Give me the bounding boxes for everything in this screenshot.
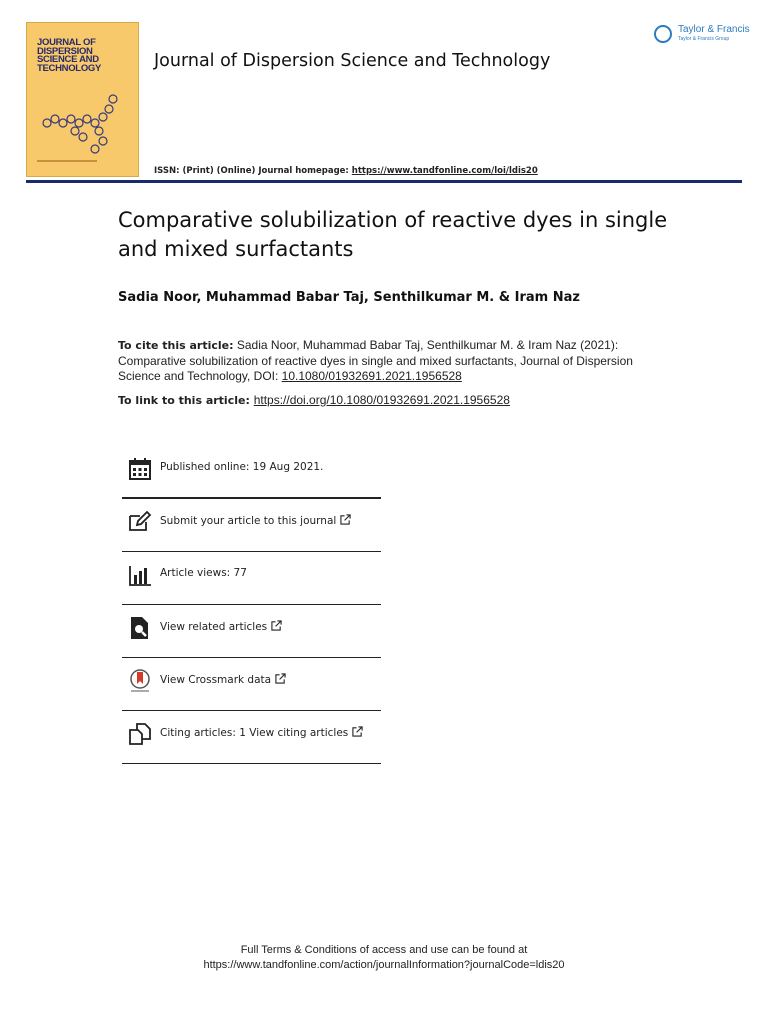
issn-label: ISSN: (Print) (Online) Journal homepage: — [154, 166, 352, 176]
citing-label: Citing articles: 1 View citing articles — [160, 727, 349, 739]
cover-title: JOURNAL OF DISPERSION SCIENCE AND TECHNOLOGY — [37, 37, 102, 74]
related-label: View related articles — [160, 621, 268, 633]
publisher-logo-icon — [654, 25, 672, 43]
terms-url[interactable]: https://www.tandfonline.com/action/journalInformation?journalCode=ldis20 — [203, 959, 565, 971]
header-divider — [26, 180, 742, 183]
citing-articles-link[interactable] — [160, 726, 363, 739]
terms-line: Full Terms & Conditions of access and use can be found at — [240, 944, 528, 956]
article-views: Article views: 77 — [160, 567, 247, 579]
submit-label: Submit your article to this journal — [160, 515, 337, 527]
submit-article-link[interactable] — [160, 514, 351, 527]
info-citing[interactable] — [122, 711, 381, 764]
publisher-subtitle: Taylor & Francis Group — [678, 36, 730, 42]
cite-label: To cite this article: — [118, 339, 234, 352]
bar-chart-icon — [128, 563, 152, 587]
publisher-logo[interactable] — [654, 24, 750, 48]
publisher-name: Taylor & Francis — [678, 24, 750, 35]
edit-icon — [128, 510, 152, 534]
crossmark-label: View Crossmark data — [160, 674, 272, 686]
crossmark-link[interactable] — [160, 673, 286, 686]
cover-footer-line — [37, 160, 97, 162]
info-related[interactable] — [122, 605, 381, 658]
info-crossmark[interactable] — [122, 658, 381, 711]
crossmark-icon — [128, 669, 152, 693]
info-published — [122, 446, 381, 499]
article-link-line — [118, 393, 510, 407]
related-articles-link[interactable] — [160, 620, 282, 633]
article-doi-link[interactable]: https://doi.org/10.1080/01932691.2021.1956528 — [253, 393, 510, 407]
document-search-icon — [128, 616, 152, 640]
external-link-icon — [271, 620, 282, 631]
journal-homepage-link[interactable]: https://www.tandfonline.com/loi/ldis20 — [351, 166, 538, 176]
external-link-icon — [352, 726, 363, 737]
cover-molecule-art — [33, 83, 133, 163]
calendar-icon — [128, 457, 152, 481]
published-date: Published online: 19 Aug 2021. — [160, 461, 324, 473]
external-link-icon — [340, 514, 351, 525]
link-label: To link to this article: — [118, 394, 254, 407]
info-views — [122, 552, 381, 605]
terms-footer — [0, 943, 768, 973]
journal-cover — [26, 22, 139, 177]
article-info-list — [122, 446, 381, 764]
citing-articles-icon — [128, 722, 152, 746]
cite-doi-link[interactable]: 10.1080/01932691.2021.1956528 — [281, 369, 462, 383]
citation-block — [118, 338, 658, 385]
article-title: Comparative solubilization of reactive dyes in single and mixed surfactants — [118, 208, 668, 261]
journal-title: Journal of Dispersion Science and Technology — [154, 51, 551, 71]
article-authors: Sadia Noor, Muhammad Babar Taj, Senthilkumar M. & Iram Naz — [118, 290, 580, 305]
cite-text: Sadia Noor, Muhammad Babar Taj, Senthilkumar M. & Iram Naz (2021): Comparative solubilization of reactive dyes in single and mixed surfactants, Journal of Dispersion Science and Technology, DOI: — [118, 338, 633, 383]
external-link-icon — [275, 673, 286, 684]
issn-line — [154, 166, 538, 176]
info-submit[interactable] — [122, 499, 381, 552]
